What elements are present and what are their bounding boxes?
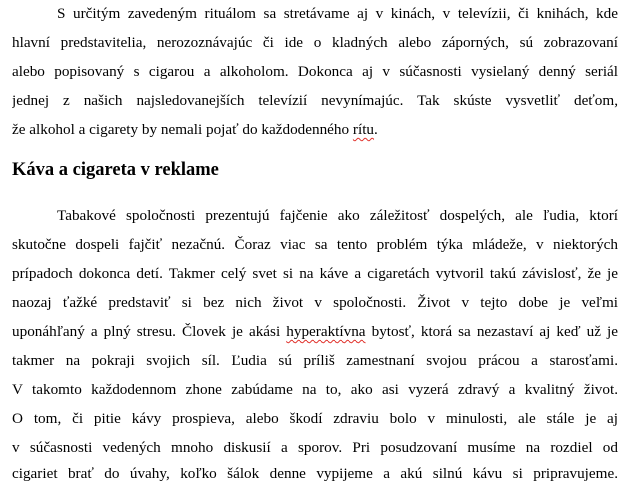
paragraph-1-line-4: jednej z našich najsledovanejších televízií nevynímajúc. Tak skúste vysvetliť deťom, [12, 92, 618, 109]
paragraph-1-line-3: alebo popisovaný s cigarou a alkoholom. Dokonca aj v súčasnosti vysielaný denný seriál [12, 63, 618, 80]
paragraph-1-line-5-text: že alkohol a cigarety by nemali pojať do každodenného [12, 121, 353, 138]
paragraph-2-line-9: v súčasnosti vedených mnoho diskusií a sporov. Pri posudzovaní musíme na rozdiel od [12, 439, 618, 456]
section-heading: Káva a cigareta v reklame [12, 160, 219, 180]
paragraph-2-line-6: takmer na pokraji svojich síl. Ľudia sú príliš zamestnaní svojou prácou a starosťami. [12, 352, 618, 369]
paragraph-2-line-1: Tabakové spoločnosti prezentujú fajčenie ako záležitosť dospelých, ale ľudia, ktorí [57, 207, 618, 224]
paragraph-2-line-5 [12, 322, 618, 342]
paragraph-1-line-5-end: . [374, 121, 378, 138]
spellcheck-flagged-word[interactable]: hyperaktívna [286, 323, 366, 340]
paragraph-2-line-5-text: uponáhľaný a plný stresu. Človek je akási [12, 323, 287, 340]
paragraph-1-line-2: hlavní predstavitelia, nerozoznávajúc či ide o kladných alebo záporných, sú zobrazovaní [12, 34, 618, 51]
paragraph-1-line-5 [12, 120, 618, 140]
paragraph-2-line-2: skutočne dospeli fajčiť nezačnú. Čoraz viac sa tento problém týka mládeže, v niektorých [12, 236, 618, 253]
paragraph-2-line-8: O tom, či pitie kávy prospieva, alebo škodí zdraviu bolo v minulosti, ale stále je aj [12, 410, 618, 427]
spellcheck-flagged-word[interactable]: rítu [352, 121, 375, 138]
paragraph-2-line-4: naozaj ťažké predstaviť si bez nich život v spoločnosti. Život v tejto dobe je veľmi [12, 294, 618, 311]
paragraph-2-line-7: V takomto každodennom zhone zabúdame na to, ako asi vyzerá zdravý a kvalitný život. [12, 381, 618, 398]
paragraph-1-line-1: S určitým zavedeným rituálom sa stretávame aj v kinách, v televízii, či knihách, kde [57, 5, 618, 22]
paragraph-2-line-5-end: bytosť, ktorá sa nezastaví aj keď už je [365, 323, 618, 340]
paragraph-2-line-3: prípadoch dokonca detí. Takmer celý svet si na káve a cigaretách vytvoril takú závislosť, že je [12, 265, 618, 282]
document-page [12, 0, 618, 485]
paragraph-2-line-10: cigariet brať do úvahy, koľko šálok denne vypijeme a akú silnú kávu si pripravujeme. [12, 465, 618, 482]
